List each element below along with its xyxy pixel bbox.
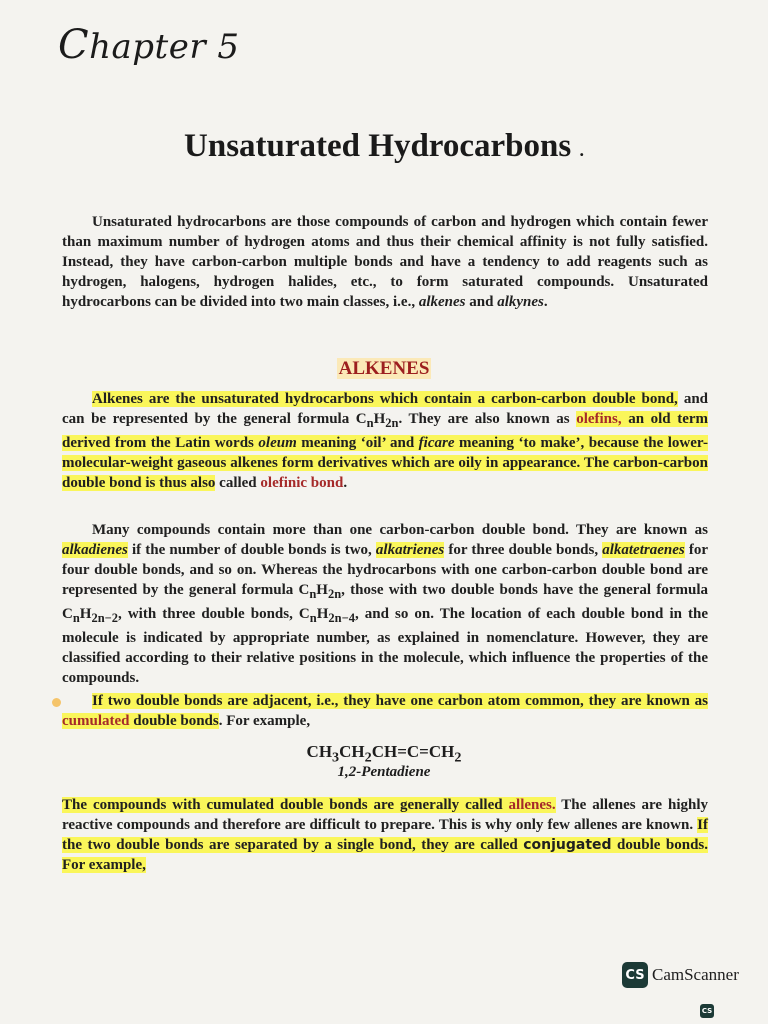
cumulated-paragraph: If two double bonds are adjacent, i.e., they have one carbon atom common, they are known as cumulated double bonds. For example,	[62, 693, 708, 729]
highlighter-mark	[52, 698, 61, 707]
section-heading-alkenes: ALKENES	[338, 358, 430, 379]
term-alkatetraenes: alkatetraenes	[602, 542, 685, 558]
chapter-heading: Chapter 5	[58, 22, 240, 68]
page-title: Unsaturated Hydrocarbons .	[184, 128, 584, 164]
term-alkatrienes: alkatrienes	[375, 542, 445, 558]
example-compound-name: 1,2-Pentadiene	[337, 764, 431, 780]
term-olefins: olefins,	[576, 411, 622, 427]
example-formula: $CH_3CH_2CH=C=CH_2$	[306, 742, 462, 766]
term-allenes: allenes.	[508, 797, 556, 813]
term-conjugated: conjugated	[523, 837, 612, 853]
multiple-bonds-paragraph: Many compounds contain more than one carbon-carbon double bond. They are known as alkadienes if the number of double bonds is two, alkatrienes for three double bonds, alkatetraenes for four double bonds, and so on. Whereas the hydrocarbons with one carbon-carbon double bond are represented by the general formula $C_nH_{2n}$, those with two double bonds have the general formula $C_nH_{2n-2}$, with three double bonds, $C_nH_{2n-4}$, and so on. The location of each double bond in the molecule is indicated by appropriate number, as explained in nomenclature. However, they are classified according to their relative positions in the molecule, which influence the properties of the compounds.	[62, 522, 708, 686]
term-olefinic-bond: olefinic bond	[260, 475, 344, 491]
intro-paragraph: Unsaturated hydrocarbons are those compounds of carbon and hydrogen which contain fewer than maximum number of hydrogen atoms and thus their chemical affinity is not fully satisfied. Instead, they have carbon-carbon multiple bonds and have a tendency to add reagents such as hydrogen, halogens, hydrogen halides, etc., to form saturated compounds. Unsaturated hydrocarbons can be divided into two main classes, i.e., alkenes and alkynes.	[62, 214, 708, 310]
term-alkadienes: alkadienes	[62, 542, 128, 558]
title-dot: .	[579, 140, 584, 160]
camscanner-label: CamScanner	[652, 965, 739, 984]
camscanner-watermark	[622, 962, 739, 988]
allenes-paragraph: The compounds with cumulated double bonds are generally called allenes. The allenes are highly reactive compounds and therefore are difficult to prepare. This is why only few allenes are known. If the two double bonds are separated by a single bond, they are called conjugated double bonds. For example,	[62, 797, 709, 873]
camscanner-logo-icon: CS	[622, 962, 648, 988]
term-cumulated: cumulated	[62, 713, 130, 729]
camscanner-small-icon: CS	[700, 1004, 714, 1018]
alkenes-definition-paragraph: Alkenes are the unsaturated hydrocarbons which contain a carbon-carbon double bond, and can be represented by the general formula $C_nH_{2n}$. They are also known as olefins, an old term derived from the Latin words oleum meaning ‘oil’ and ficare meaning ‘to make’, because the lower-molecular-weight gaseous alkenes form derivatives which are oily in appearance. The carbon-carbon double bond is thus also called olefinic bond.	[62, 391, 709, 491]
